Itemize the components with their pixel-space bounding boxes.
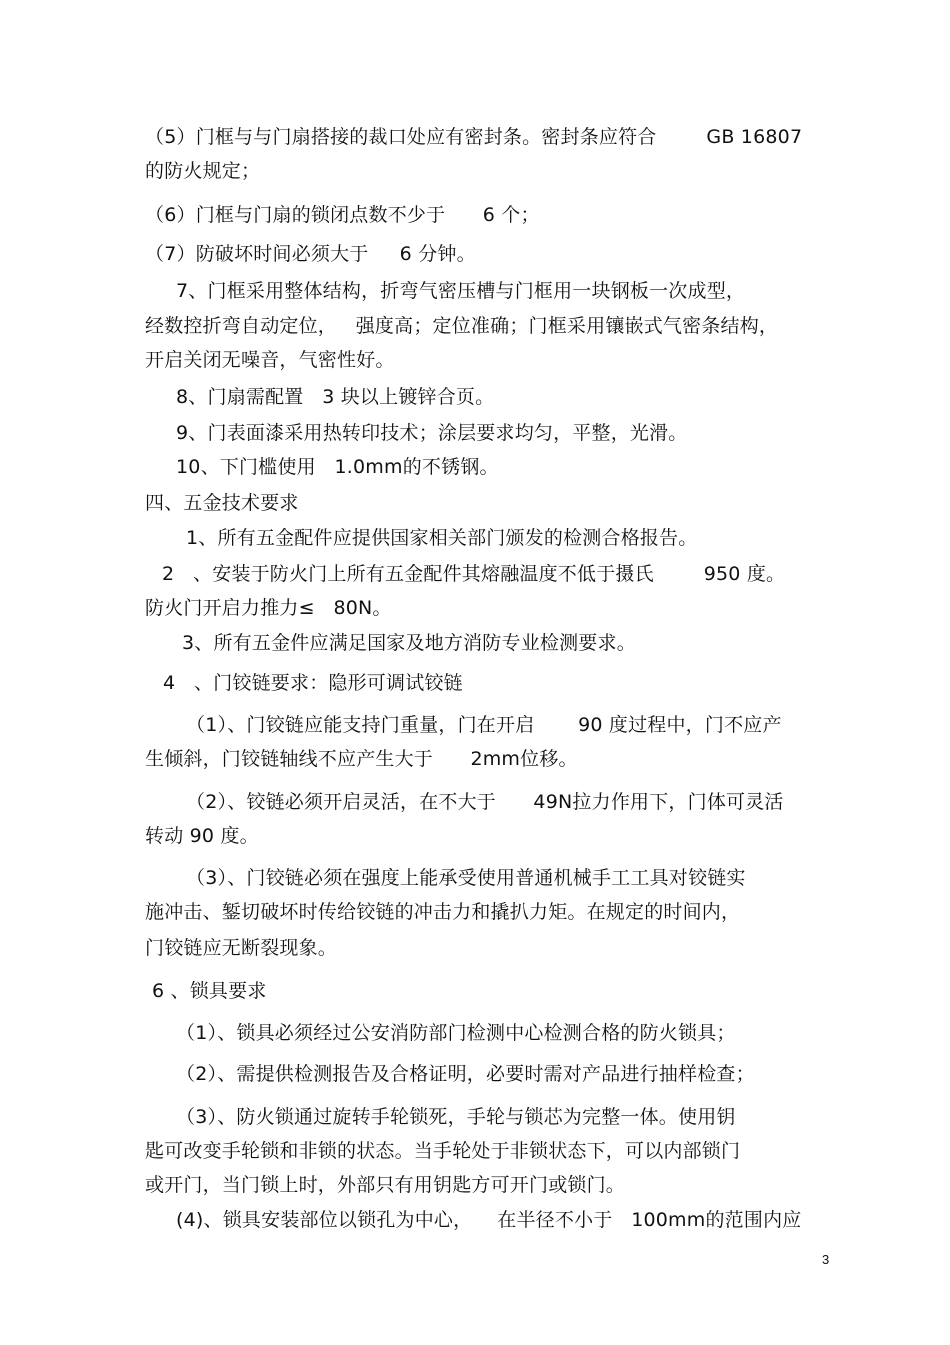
text-line: （6）门框与门扇的锁闭点数不少于 6 个；: [145, 204, 540, 226]
text-line: 的防火规定；: [145, 160, 261, 182]
text-line: (4)、锁具安装部位以锁孔为中心， 在半径不小于 100mm的范围内应: [176, 1209, 802, 1231]
text-line: （3）、门铰链必须在强度上能承受使用普通机械手工工具对铰链实: [186, 867, 746, 889]
text-line: 10、下门槛使用 1.0mm的不锈钢。: [176, 456, 499, 478]
text-line: （2）、铰链必须开启灵活，在不大于 49N拉力作用下，门体可灵活: [186, 791, 784, 813]
text-line: （3）、防火锁通过旋转手轮锁死，手轮与锁芯为完整一体。使用钥: [176, 1106, 736, 1128]
text-line: （1）、锁具必须经过公安消防部门检测中心检测合格的防火锁具；: [176, 1022, 736, 1044]
text-line: （1）、门铰链应能支持门重量，门在开启 90 度过程中，门不应产: [186, 714, 782, 736]
text-line: 生倾斜，门铰链轴线不应产生大于 2mm位移。: [145, 748, 578, 770]
text-line: 门铰链应无断裂现象。: [145, 937, 338, 959]
text-line: 转动 90 度。: [145, 825, 259, 847]
text-line: 施冲击、錾切破坏时传给铰链的冲击力和撬扒力矩。在规定的时间内，: [145, 901, 741, 923]
text-line: 开启关闭无噪音，气密性好。: [145, 349, 395, 371]
text-line: 匙可改变手轮锁和非锁的状态。当手轮处于非锁状态下，可以内部锁门: [145, 1140, 741, 1162]
text-line: 经数控折弯自动定位， 强度高；定位准确；门框采用镶嵌式气密条结构，: [145, 315, 779, 337]
text-line: 9、门表面漆采用热转印技术；涂层要求均匀，平整，光滑。: [176, 422, 688, 444]
text-line: 2 、安装于防火门上所有五金配件其熔融温度不低于摄氏 950 度。: [162, 563, 786, 585]
text-line: （5）门框与与门扇搭接的裁口处应有密封条。密封条应符合 GB 16807: [145, 126, 803, 148]
text-line: 4 、门铰链要求：隐形可调试铰链: [163, 672, 463, 694]
text-line: 3、所有五金件应满足国家及地方消防专业检测要求。: [182, 632, 636, 654]
page-number: 3: [822, 1252, 830, 1267]
text-line: 8、门扇需配置 3 块以上镀锌合页。: [176, 386, 495, 408]
text-line: 防火门开启力推力≤ 80N。: [145, 597, 392, 619]
text-line: 7、门框采用整体结构，折弯气密压槽与门框用一块钢板一次成型，: [176, 280, 746, 302]
text-line: （2）、需提供检测报告及合格证明，必要时需对产品进行抽样检查；: [176, 1063, 755, 1085]
text-line: （7）防破坏时间必须大于 6 分钟。: [145, 243, 476, 265]
text-line: 1、所有五金配件应提供国家相关部门颁发的检测合格报告。: [186, 527, 698, 549]
text-line: 或开门，当门锁上时，外部只有用钥匙方可开门或锁门。: [145, 1174, 626, 1196]
section-heading: 四、五金技术要求: [145, 492, 299, 514]
text-line: 6 、锁具要求: [152, 980, 267, 1002]
